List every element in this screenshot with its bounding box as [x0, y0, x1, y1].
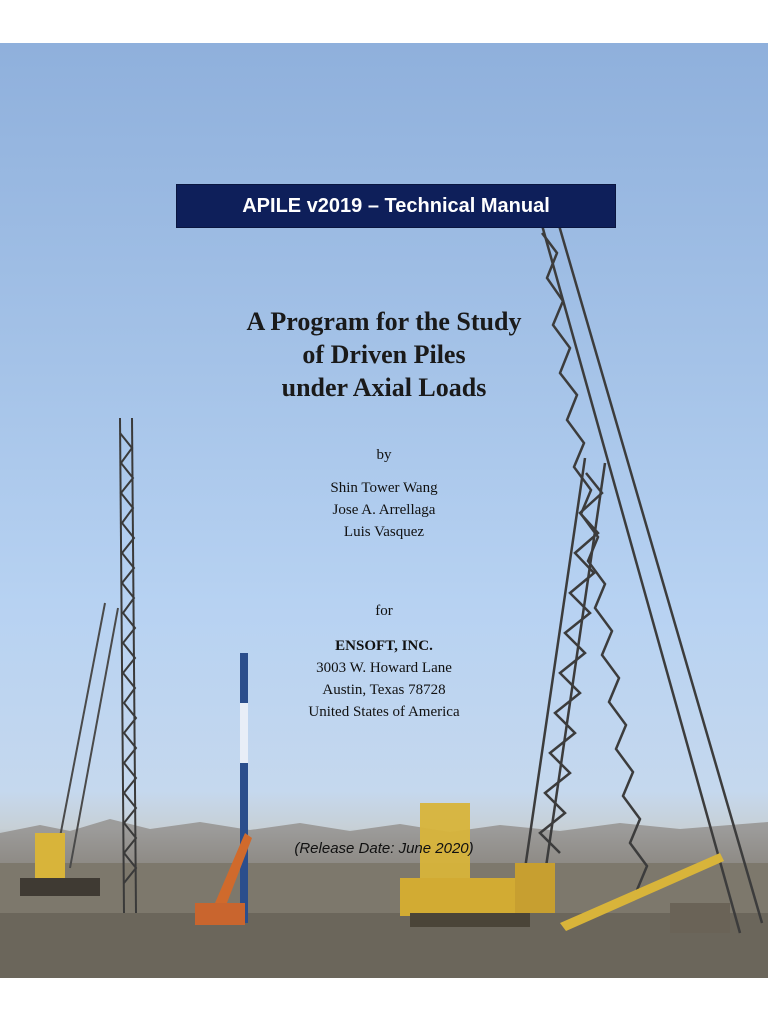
- author-3: Luis Vasquez: [343, 524, 425, 540]
- address-line-2: Austin, Texas 78728: [322, 682, 446, 698]
- by-label: by: [376, 447, 392, 463]
- release-date: (Release Date: June 2020): [294, 840, 474, 857]
- address-line-3: United States of America: [308, 704, 460, 720]
- author-2: Jose A. Arrellaga: [332, 502, 436, 518]
- title-line-2: of Driven Piles: [302, 340, 466, 369]
- company-name: ENSOFT, INC.: [335, 638, 433, 654]
- title-line-3: under Axial Loads: [281, 373, 487, 402]
- cover-photo: [0, 43, 768, 978]
- for-label: for: [375, 603, 393, 619]
- address-line-1: 3003 W. Howard Lane: [316, 660, 452, 676]
- title-line-1: A Program for the Study: [246, 307, 522, 336]
- manual-title-banner: APILE v2019 – Technical Manual: [176, 184, 616, 228]
- author-1: Shin Tower Wang: [330, 480, 438, 496]
